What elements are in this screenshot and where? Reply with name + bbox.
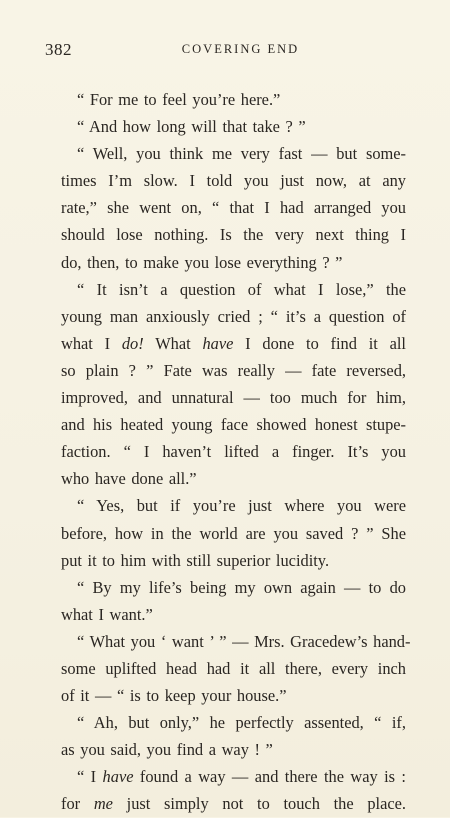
text-line: put it to him with still superior lucidity. bbox=[61, 550, 330, 570]
text-line: some uplifted head had it all there, every inch bbox=[61, 658, 406, 678]
page-number: 382 bbox=[45, 40, 72, 59]
paragraph bbox=[45, 709, 406, 763]
text-line: faction. “ I haven’t lifted a finger. It’s you bbox=[61, 442, 406, 462]
italic-text: have bbox=[102, 767, 134, 787]
paragraph bbox=[45, 763, 406, 817]
text-segment: found a way — and there the way is : bbox=[133, 767, 406, 787]
text-line: of it — “ is to keep your house.” bbox=[61, 686, 287, 706]
text-segment: just simply not to touch the place. bbox=[112, 794, 407, 814]
text-line: and his heated young face showed honest stupe- bbox=[61, 415, 406, 435]
paragraph bbox=[45, 628, 411, 709]
running-title: COVERING END bbox=[181, 42, 300, 56]
text-line: “ Yes, but if you’re just where you were bbox=[77, 496, 406, 516]
text-segment: for bbox=[61, 794, 94, 814]
paragraph bbox=[45, 492, 406, 573]
italic-text: me bbox=[93, 794, 113, 814]
text-line: “ And how long will that take ? ” bbox=[77, 117, 306, 137]
text-line bbox=[45, 763, 406, 790]
paragraph bbox=[45, 276, 406, 493]
text-line: “ By my life’s being my own again — to do bbox=[77, 577, 406, 597]
italic-text: do! bbox=[121, 333, 144, 353]
paragraph bbox=[45, 574, 406, 628]
text-line: “ Ah, but only,” he perfectly assented, “ if, bbox=[77, 713, 406, 733]
text-line: young man anxiously cried ; “ it’s a question of bbox=[61, 306, 406, 326]
text-line bbox=[45, 790, 406, 817]
text-line: rate,” she went on, “ that I had arranged you bbox=[61, 198, 406, 218]
running-head bbox=[45, 40, 406, 64]
text-line: before, how in the world are you saved ? ” She bbox=[61, 523, 406, 543]
paragraph bbox=[45, 86, 406, 113]
text-line: “ It isn’t a question of what I lose,” the bbox=[77, 279, 406, 299]
paragraph bbox=[45, 140, 406, 275]
text-line: times I’m slow. I told you just now, at any bbox=[61, 171, 406, 191]
text-line: “ Well, you think me very fast — but some- bbox=[77, 144, 406, 164]
text-segment: I done to find it all bbox=[233, 333, 406, 353]
text-line bbox=[45, 330, 406, 357]
text-line: so plain ? ” Fate was really — fate reversed, bbox=[61, 360, 406, 380]
italic-text: have bbox=[202, 333, 234, 353]
text-line: what I want.” bbox=[61, 604, 153, 624]
body-text bbox=[45, 86, 411, 818]
paragraph bbox=[45, 113, 406, 140]
text-line: do, then, to make you lose everything ? ” bbox=[61, 252, 343, 272]
text-line: “ For me to feel you’re here.” bbox=[77, 90, 281, 109]
text-line: should lose nothing. Is the very next thing I bbox=[61, 225, 406, 245]
text-line: improved, and unnatural — too much for him, bbox=[61, 388, 406, 408]
text-line: as you said, you find a way ! ” bbox=[61, 740, 273, 760]
text-segment: What bbox=[143, 333, 203, 353]
text-line: who have done all.” bbox=[61, 469, 197, 489]
text-segment: “ I bbox=[77, 767, 103, 787]
text-segment: what I bbox=[61, 333, 122, 353]
text-line: “ What you ‘ want ’ ” — Mrs. Gracedew’s hand- bbox=[77, 631, 411, 651]
